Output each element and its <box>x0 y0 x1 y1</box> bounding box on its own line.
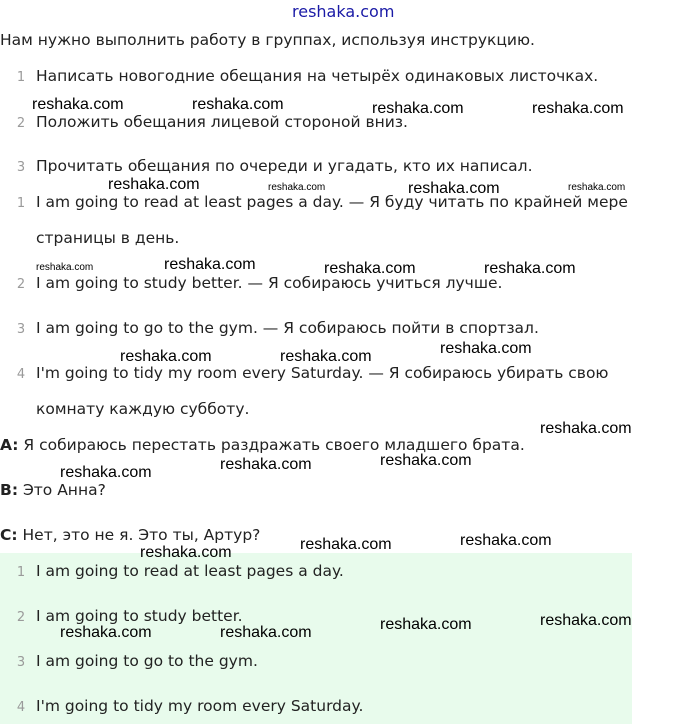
watermark: reshaka.com <box>220 456 312 473</box>
watermark: reshaka.com <box>60 464 152 481</box>
watermark: reshaka.com <box>324 260 416 277</box>
watermark: reshaka.com <box>268 182 326 193</box>
step-number: 3 <box>16 160 26 175</box>
step-text: Прочитать обещания по очереди и угадать, кто их написал. <box>36 157 533 175</box>
watermark: reshaka.com <box>540 612 632 629</box>
watermark: reshaka.com <box>192 96 284 113</box>
dialogue-text: Я собираюсь перестать раздражать своего младшего брата. <box>18 436 525 454</box>
example-number: 4 <box>16 367 26 382</box>
site-header-link[interactable]: reshaka.com <box>292 2 395 21</box>
watermark: reshaka.com <box>280 348 372 365</box>
watermark: reshaka.com <box>140 544 232 561</box>
answer-number: 2 <box>16 610 26 625</box>
step-number: 2 <box>16 116 26 131</box>
step-text: Написать новогодние обещания на четырёх одинаковых листочках. <box>36 67 599 85</box>
example-text: I am going to go to the gym. — Я собираюсь пойти в спортзал. <box>36 319 539 337</box>
dialogue-text: Это Анна? <box>18 481 106 499</box>
example-text: I'm going to tidy my room every Saturday. — Я собираюсь убирать свою <box>36 364 609 382</box>
watermark: reshaka.com <box>220 624 312 641</box>
example-number: 3 <box>16 322 26 337</box>
answer-text: I am going to read at least pages a day. <box>36 562 344 580</box>
intro-text: Нам нужно выполнить работу в группах, используя инструкцию. <box>0 31 535 49</box>
answer-text: I'm going to tidy my room every Saturday. <box>36 697 364 715</box>
watermark: reshaka.com <box>484 260 576 277</box>
speaker-label: A: <box>0 436 19 454</box>
watermark: reshaka.com <box>300 536 392 553</box>
watermark: reshaka.com <box>380 616 472 633</box>
answer-number: 3 <box>16 655 26 670</box>
example-text: I am going to study better. — Я собираюсь учиться лучше. <box>36 274 503 292</box>
example-number: 1 <box>16 196 26 211</box>
answer-number: 4 <box>16 700 26 715</box>
answer-text: I am going to study better. <box>36 607 243 625</box>
speaker-label: C: <box>0 526 18 544</box>
watermark: reshaka.com <box>32 96 124 113</box>
answer-number: 1 <box>16 565 26 580</box>
watermark: reshaka.com <box>108 176 200 193</box>
example-number: 2 <box>16 277 26 292</box>
answer-text: I am going to go to the gym. <box>36 652 258 670</box>
speaker-label: B: <box>0 481 19 499</box>
watermark: reshaka.com <box>408 180 500 197</box>
watermark: reshaka.com <box>380 452 472 469</box>
watermark: reshaka.com <box>540 420 632 437</box>
watermark: reshaka.com <box>372 100 464 117</box>
watermark: reshaka.com <box>532 100 624 117</box>
example-text: I am going to read at least pages a day. — Я буду читать по крайней мере <box>36 193 628 211</box>
dialogue-line <box>0 526 260 544</box>
dialogue-text: Нет, это не я. Это ты, Артур? <box>17 526 261 544</box>
watermark: reshaka.com <box>460 532 552 549</box>
example-text-continued: страницы в день. <box>36 229 180 247</box>
step-number: 1 <box>16 70 26 85</box>
watermark: reshaka.com <box>440 340 532 357</box>
watermark: reshaka.com <box>568 182 626 193</box>
example-text-continued: комнату каждую субботу. <box>36 400 250 418</box>
watermark: reshaka.com <box>120 348 212 365</box>
watermark: reshaka.com <box>60 624 152 641</box>
dialogue-line <box>0 481 106 499</box>
watermark: reshaka.com <box>164 256 256 273</box>
watermark: reshaka.com <box>36 262 94 273</box>
step-text: Положить обещания лицевой стороной вниз. <box>36 113 408 131</box>
